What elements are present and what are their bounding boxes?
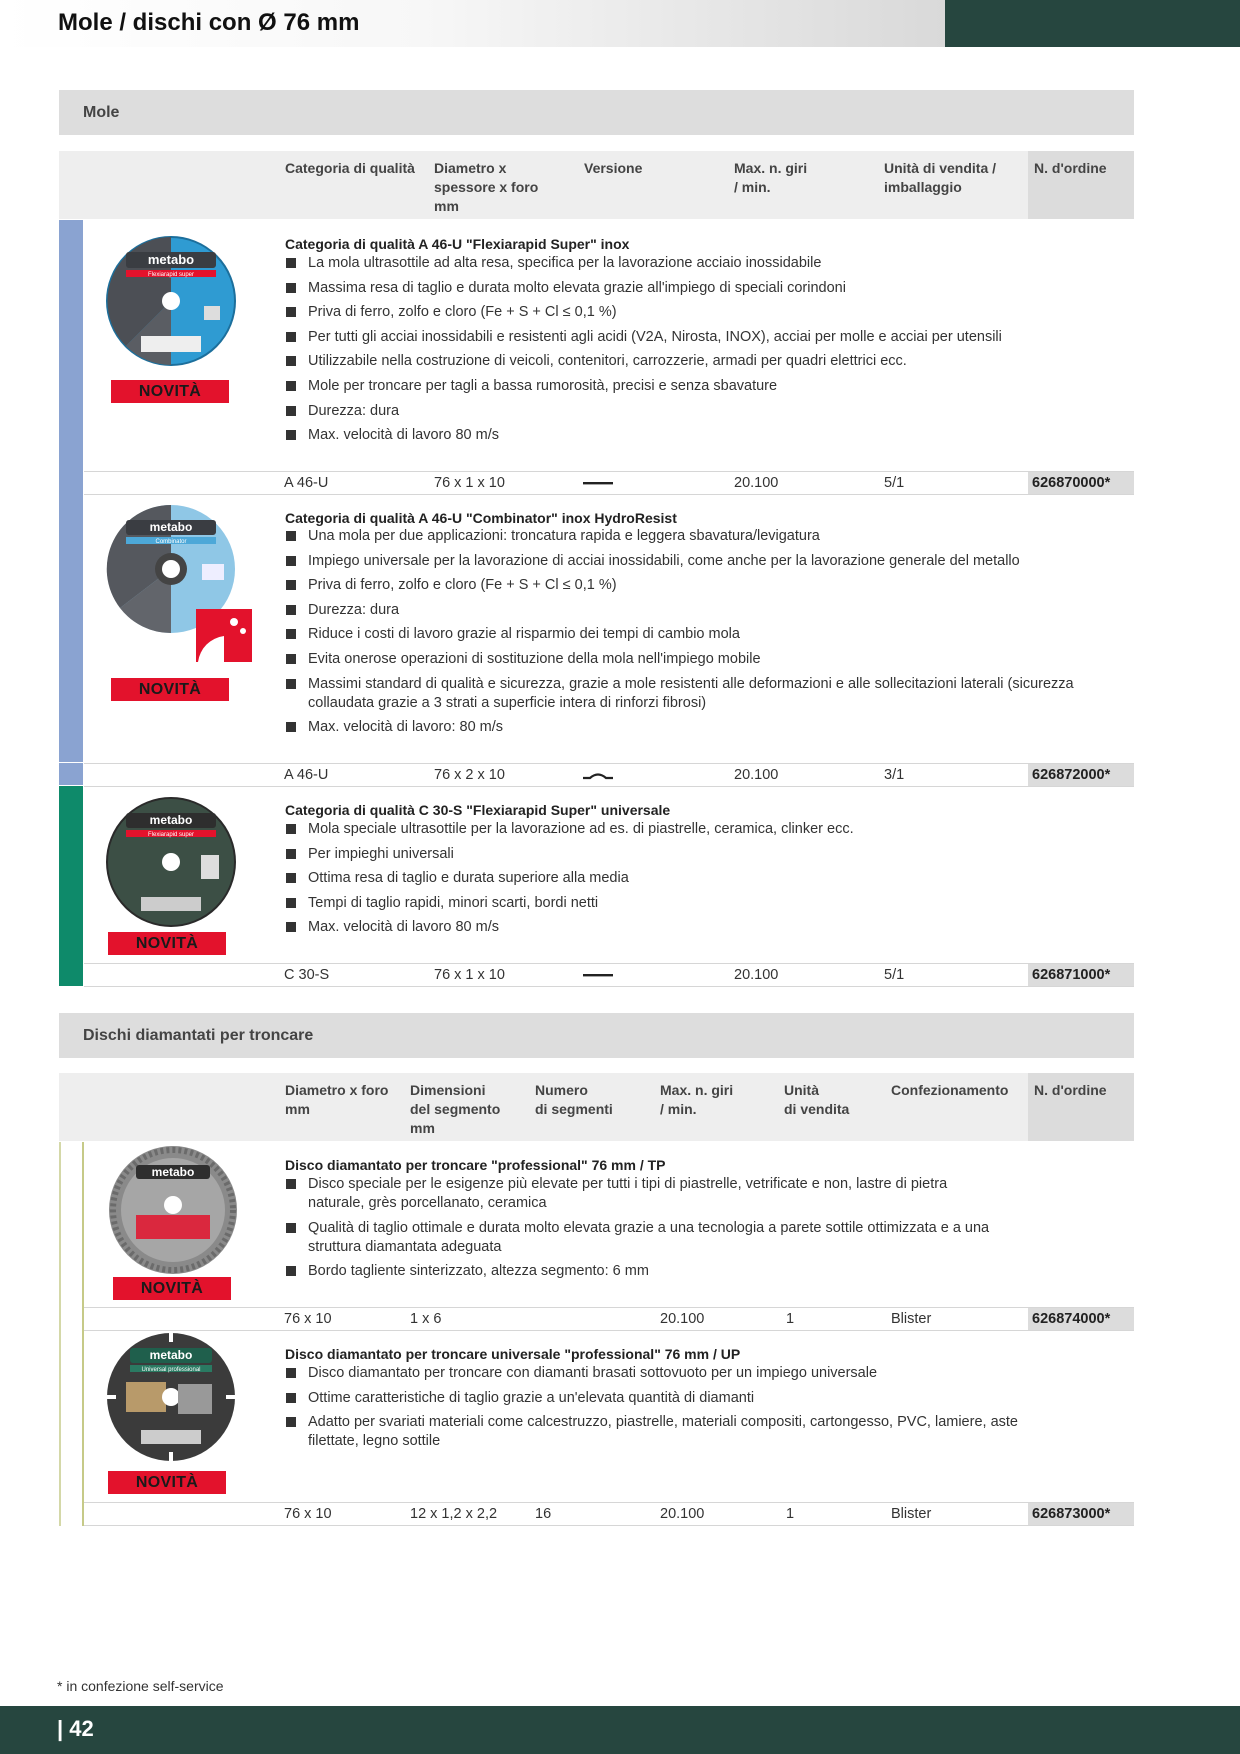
disc-label-text: Flexiarapid super <box>147 272 195 278</box>
col-segment-count: Numero di segmenti <box>535 1082 613 1117</box>
cell-segment-count: 16 <box>535 1506 552 1522</box>
feature-list <box>285 1175 1005 1287</box>
flat-disc-icon <box>582 478 614 488</box>
product-title: Disco diamantato per troncare universale "professional" 76 mm / UP <box>285 1346 741 1362</box>
cell-packaging: Blister <box>891 1506 932 1522</box>
row-stripe <box>59 763 83 785</box>
disc-brand-text: metabo <box>147 252 195 267</box>
feature-item: Per tutti gli acciai inossidabili e resistenti agli acidi (V2A, Nirosta, INOX), acciai per molle e acciai per utensili <box>285 328 1208 347</box>
feature-list <box>285 1364 1045 1457</box>
feature-list <box>285 527 1105 743</box>
feature-item: Disco speciale per le esigenze più elevate per tutti i tipi di piastrelle, vetrificate e non, lastre di pietra naturale, grès porcellanato, ceramica <box>285 1175 1005 1213</box>
feature-item: Mola speciale ultrasottile per la lavorazione ad es. di piastrelle, ceramica, clinker ecc. <box>285 820 1085 839</box>
feature-item: Evita onerose operazioni di sostituzione della mola nell'impiego mobile <box>285 650 1105 669</box>
col-order: N. d'ordine <box>1034 1082 1107 1098</box>
category-stripe <box>59 494 83 762</box>
order-number: 626873000* <box>1028 1503 1134 1525</box>
table-row <box>84 1307 1134 1331</box>
diamond-disc-image <box>106 1332 236 1462</box>
product-title: Categoria di qualità C 30-S "Flexiarapid Super" universale <box>285 802 671 818</box>
cutting-disc-image <box>106 236 236 366</box>
feature-item: Priva di ferro, zolfo e cloro (Fe + S + Cl ≤ 0,1 %) <box>285 303 1085 322</box>
col-diameter: Diametro x foro mm <box>285 1082 389 1117</box>
product-title: Categoria di qualità A 46-U "Combinator" inox HydroResist <box>285 510 677 526</box>
feature-item: Durezza: dura <box>285 402 1085 421</box>
table-row <box>84 763 1134 787</box>
feature-item: La mola ultrasottile ad alta resa, specifica per la lavorazione acciaio inossidabile <box>285 254 1085 273</box>
col-rpm: Max. n. giri / min. <box>660 1082 734 1117</box>
column-header-mole <box>59 151 1134 219</box>
feature-item: Adatto per svariati materiali come calcestruzzo, piastrelle, materiali compositi, cartongesso, PVC, lamiere, aste filettate, legno sottile <box>285 1413 1045 1451</box>
feature-list <box>285 820 1085 943</box>
product-title: Disco diamantato per troncare "professional" 76 mm / TP <box>285 1157 666 1173</box>
section-header-diamond <box>59 1013 1134 1058</box>
feature-item: Mole per troncare per tagli a bassa rumorosità, precisi e senza sbavature <box>285 377 1085 396</box>
category-stripe <box>59 786 83 986</box>
header-accent <box>945 0 1240 47</box>
footer-bar <box>0 1706 1240 1754</box>
category-line <box>82 1142 84 1526</box>
disc-brand-text: metabo <box>149 520 193 534</box>
page-number: | 42 <box>57 1716 94 1741</box>
cell-rpm: 20.100 <box>660 1311 705 1327</box>
table-row <box>84 963 1134 987</box>
feature-item: Massimi standard di qualità e sicurezza, grazie a mole resistenti alle deformazioni e alle sollecitazioni laterali (sicurezza collaudata grazie a 3 strati a superficie intera di rinforzi fibrosi) <box>285 675 1105 713</box>
feature-item: Bordo tagliente sinterizzato, altezza segmento: 6 mm <box>285 1262 1005 1281</box>
category-line <box>59 1142 61 1526</box>
cell-quality: C 30-S <box>284 967 330 983</box>
cell-packaging: Blister <box>891 1311 932 1327</box>
cell-diameter: 76 x 10 <box>284 1311 332 1327</box>
row-stripe <box>59 963 83 985</box>
footnote: * in confezione self-service <box>57 1678 224 1694</box>
column-header-diamond <box>59 1073 1134 1141</box>
cell-rpm: 20.100 <box>734 767 779 783</box>
cutting-disc-image <box>106 504 254 664</box>
disc-brand-text: metabo <box>149 813 193 827</box>
feature-item: Max. velocità di lavoro: 80 m/s <box>285 718 1105 737</box>
cutting-disc-image <box>106 797 236 927</box>
section-title: Dischi diamantati per troncare <box>83 1027 314 1044</box>
feature-item: Una mola per due applicazioni: troncatura rapida e leggera sbavatura/levigatura <box>285 527 1105 546</box>
cell-unit: 1 <box>786 1311 795 1327</box>
order-number: 626871000* <box>1028 964 1134 986</box>
feature-item: Max. velocità di lavoro 80 m/s <box>285 918 1085 937</box>
feature-item: Ottima resa di taglio e durata superiore alla media <box>285 869 1085 888</box>
feature-item: Ottime caratteristiche di taglio grazie a un'elevata quantità di diamanti <box>285 1389 1045 1408</box>
feature-item: Qualità di taglio ottimale e durata molto elevata grazie a una tecnologia a parete sottile ottimizzata e a una struttura diamantata adeguata <box>285 1219 1005 1257</box>
feature-item: Riduce i costi di lavoro grazie al risparmio dei tempi di cambio mola <box>285 625 1105 644</box>
cell-dimensions: 76 x 1 x 10 <box>434 967 505 983</box>
category-stripe <box>59 220 83 494</box>
row-stripe <box>59 471 83 493</box>
disc-label-text: Universal professional <box>141 1367 201 1373</box>
cell-unit: 3/1 <box>884 767 905 783</box>
disc-label-text: Flexiarapid super <box>147 832 195 838</box>
feature-item: Tempi di taglio rapidi, minori scarti, bordi netti <box>285 894 1085 913</box>
section-header-mole <box>59 90 1134 135</box>
col-unit: Unità di vendita <box>784 1082 850 1117</box>
disc-brand-text: metabo <box>149 1348 193 1362</box>
feature-item: Max. velocità di lavoro 80 m/s <box>285 426 1085 445</box>
col-segment-dims: Dimensioni del segmento mm <box>410 1082 501 1136</box>
cell-dimensions: 76 x 2 x 10 <box>434 767 505 783</box>
feature-item: Durezza: dura <box>285 601 1105 620</box>
order-number: 626874000* <box>1028 1308 1134 1330</box>
cell-rpm: 20.100 <box>734 967 779 983</box>
disc-label-text: Combinator <box>155 539 187 545</box>
feature-item: Utilizzabile nella costruzione di veicoli, contenitori, carrozzerie, armadi per quadri elettrici ecc. <box>285 352 1085 371</box>
product-title: Categoria di qualità A 46-U "Flexiarapid Super" inox <box>285 236 630 252</box>
order-number: 626872000* <box>1028 764 1134 786</box>
col-unit: Unità di vendita / imballaggio <box>884 160 997 195</box>
col-dimensions: Diametro x spessore x foro mm <box>434 160 539 214</box>
feature-item: Impiego universale per la lavorazione di acciai inossidabili, come anche per la lavorazione generale del metallo <box>285 552 1208 571</box>
page-title: Mole / dischi con Ø 76 mm <box>58 9 360 36</box>
feature-item: Disco diamantato per troncare con diamanti brasati sottovuoto per un impiego universale <box>285 1364 1045 1383</box>
feature-item: Per impieghi universali <box>285 845 1085 864</box>
cell-segment-dims: 1 x 6 <box>410 1311 442 1327</box>
new-badge: NOVITÀ <box>111 678 229 701</box>
cell-quality: A 46-U <box>284 767 329 783</box>
new-badge: NOVITÀ <box>111 380 229 403</box>
flat-disc-icon <box>582 970 614 980</box>
diamond-disc-image <box>108 1145 238 1275</box>
col-rpm: Max. n. giri / min. <box>734 160 808 195</box>
feature-list <box>285 254 1085 451</box>
col-version: Versione <box>584 160 643 176</box>
feature-item: Priva di ferro, zolfo e cloro (Fe + S + Cl ≤ 0,1 %) <box>285 576 1105 595</box>
feature-item: Massima resa di taglio e durata molto elevata grazie all'impiego di speciali corindoni <box>285 279 1085 298</box>
new-badge: NOVITÀ <box>108 932 226 955</box>
col-quality: Categoria di qualità <box>285 160 415 176</box>
cell-rpm: 20.100 <box>660 1506 705 1522</box>
cell-segment-dims: 12 x 1,2 x 2,2 <box>410 1506 498 1522</box>
cell-unit: 5/1 <box>884 967 905 983</box>
table-row <box>84 471 1134 495</box>
cell-dimensions: 76 x 1 x 10 <box>434 475 505 491</box>
depressed-center-disc-icon <box>582 769 614 781</box>
cell-rpm: 20.100 <box>734 475 779 491</box>
cell-unit: 5/1 <box>884 475 905 491</box>
cell-diameter: 76 x 10 <box>284 1506 332 1522</box>
cell-quality: A 46-U <box>284 475 329 491</box>
new-badge: NOVITÀ <box>113 1277 231 1300</box>
new-badge: NOVITÀ <box>108 1471 226 1494</box>
col-packaging: Confezionamento <box>891 1082 1009 1098</box>
table-row <box>84 1502 1134 1526</box>
disc-brand-text: metabo <box>151 1165 195 1179</box>
col-order: N. d'ordine <box>1034 160 1107 176</box>
section-title: Mole <box>83 104 120 121</box>
order-number: 626870000* <box>1028 472 1134 494</box>
cell-unit: 1 <box>786 1506 795 1522</box>
